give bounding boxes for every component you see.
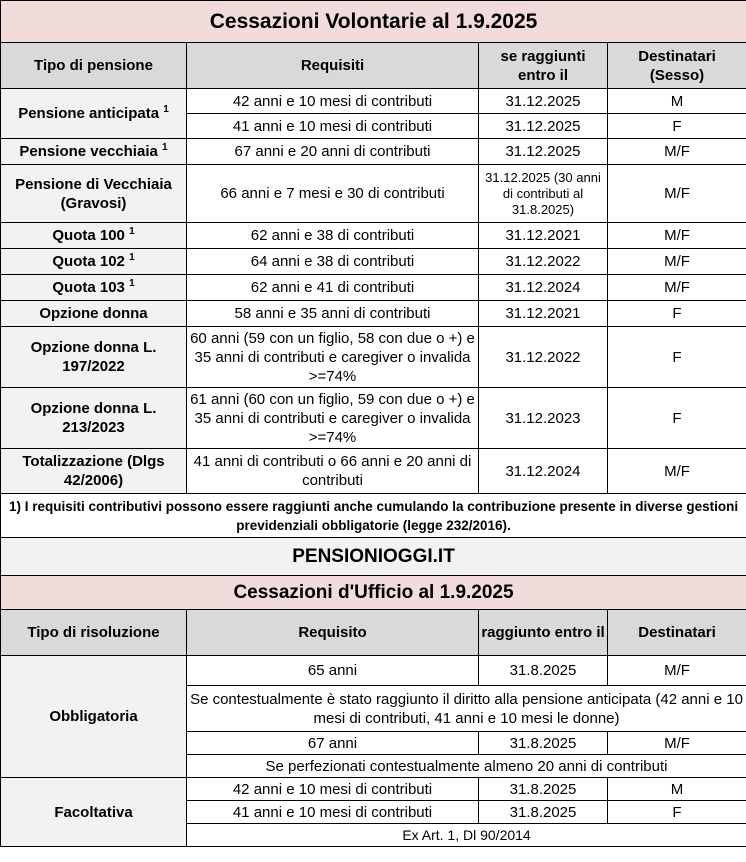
row-name-text: Pensione anticipata [18,105,160,122]
row-date: 31.12.2023 [479,388,608,449]
obbligatoria-label: Obbligatoria [1,656,187,778]
table-row [1,275,746,301]
row-requisito: 62 anni e 38 di contributi [187,223,479,249]
row-date: 31.12.2021 [479,223,608,249]
row-name: Pensione di Vecchiaia (Gravosi) [1,165,187,223]
row-dest: M/F [608,449,746,494]
row-dest: M/F [608,223,746,249]
row-requisito: 41 anni e 10 mesi di contributi [187,114,479,139]
footnote-marker: 1 [129,278,135,289]
row-name-text: Quota 100 [52,227,125,244]
row-requisito: 66 anni e 7 mesi e 30 di contributi [187,165,479,223]
row-requisito: 42 anni e 10 mesi di contributi [187,89,479,114]
footnote-marker: 1 [129,252,135,263]
table-row [1,223,746,249]
row-dest: M [608,778,746,801]
table-row [1,388,746,449]
row-date: 31.12.2022 [479,327,608,388]
row-date: 31.8.2025 [479,732,608,755]
row-requisito: 42 anni e 10 mesi di contributi [187,778,479,801]
row-date: 31.12.2025 [479,89,608,114]
table-row [1,656,746,686]
table-row [1,249,746,275]
row-dest: F [608,801,746,824]
row-requisito: 64 anni e 38 di contributi [187,249,479,275]
row-dest: M/F [608,165,746,223]
header-entro: se raggiunti entro il [479,43,608,89]
row-name-text: Quota 103 [52,279,125,296]
row-date: 31.12.2025 [479,139,608,165]
row-requisito: 41 anni di contributi o 66 anni e 20 anni di contributi [187,449,479,494]
row-dest: F [608,301,746,327]
header-raggiunto: raggiunto entro il [479,610,608,656]
obbligatoria-note-1: Se contestualmente è stato raggiunto il diritto alla pensione anticipata (42 anni e 10 mesi di contributi, 41 anni e 10 mesi le donne) [187,686,746,732]
row-name-text: Quota 102 [52,253,125,270]
volontarie-title: Cessazioni Volontarie al 1.9.2025 [1,1,746,43]
row-name: Opzione donna L. 213/2023 [1,388,187,449]
header-requisito: Requisito [187,610,479,656]
header-tipo-risoluzione: Tipo di risoluzione [1,610,187,656]
row-date: 31.12.2025 (30 anni di contributi al 31.8.2025) [479,165,608,223]
row-requisito: 41 anni e 10 mesi di contributi [187,801,479,824]
row-name [1,223,187,249]
row-date: 31.12.2022 [479,249,608,275]
row-date: 31.8.2025 [479,656,608,686]
facoltativa-label: Facoltativa [1,778,187,847]
header-tipo-pensione: Tipo di pensione [1,43,187,89]
row-dest: M [608,89,746,114]
row-requisito: 67 anni [187,732,479,755]
row-requisito: 61 anni (60 con un figlio, 59 con due o +) e 35 anni di contributi e caregiver o invalida >=74% [187,388,479,449]
row-name [1,89,187,139]
row-requisito: 67 anni e 20 anni di contributi [187,139,479,165]
row-name: Opzione donna [1,301,187,327]
row-date: 31.12.2024 [479,275,608,301]
row-date: 31.12.2021 [479,301,608,327]
row-dest: F [608,388,746,449]
row-date: 31.8.2025 [479,801,608,824]
table-row [1,139,746,165]
header-destinatari: Destinatari (Sesso) [608,43,746,89]
row-date: 31.12.2025 [479,114,608,139]
row-dest: F [608,114,746,139]
header-destinatari: Destinatari [608,610,746,656]
row-dest: M/F [608,249,746,275]
footnote-marker: 1 [162,142,168,153]
footnote: 1) I requisiti contributivi possono essere raggiunti anche cumulando la contribuzione presente in diverse gestioni previdenziali obbligatorie (legge 232/2016). [1,494,746,538]
ufficio-title: Cessazioni d'Ufficio al 1.9.2025 [1,576,746,610]
footnote-marker: 1 [163,104,169,115]
obbligatoria-note-2: Se perfezionati contestualmente almeno 20 anni di contributi [187,755,746,778]
row-name: Totalizzazione (Dlgs 42/2006) [1,449,187,494]
row-name [1,139,187,165]
table-row [1,89,746,114]
table-row [1,327,746,388]
brand-label: PENSIONIOGGI.IT [1,538,746,576]
row-name-text: Pensione vecchiaia [19,143,158,160]
row-date: 31.8.2025 [479,778,608,801]
facoltativa-note: Ex Art. 1, Dl 90/2014 [187,824,746,847]
row-dest: M/F [608,139,746,165]
table-row [1,449,746,494]
header-requisiti: Requisiti [187,43,479,89]
row-name [1,275,187,301]
row-date: 31.12.2024 [479,449,608,494]
row-name [1,249,187,275]
row-name: Opzione donna L. 197/2022 [1,327,187,388]
row-dest: M/F [608,656,746,686]
row-dest: M/F [608,275,746,301]
row-requisito: 62 anni e 41 di contributi [187,275,479,301]
table-row [1,301,746,327]
row-requisito: 65 anni [187,656,479,686]
table-row [1,778,746,801]
row-requisito: 58 anni e 35 anni di contributi [187,301,479,327]
row-dest: M/F [608,732,746,755]
footnote-marker: 1 [129,226,135,237]
table-row [1,165,746,223]
row-requisito: 60 anni (59 con un figlio, 58 con due o +) e 35 anni di contributi e caregiver o invalida >=74% [187,327,479,388]
row-dest: F [608,327,746,388]
